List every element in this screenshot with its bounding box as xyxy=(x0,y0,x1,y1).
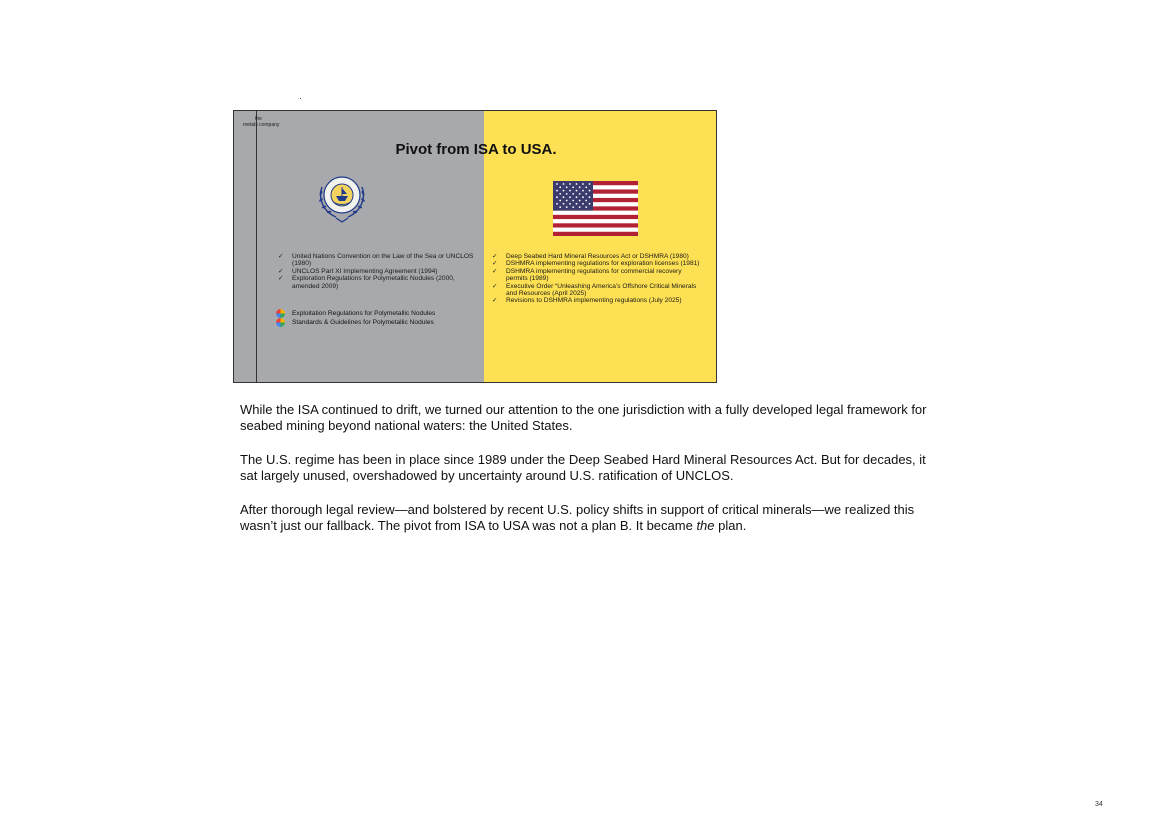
page-number: 34 xyxy=(1095,801,1103,808)
stray-dot xyxy=(300,98,301,99)
slide-image: the metals company Pivot from ISA to USA. ✓ United Nations Convention on the Law of the Sea or UNCLOS (1980) ✓ UNCLOS Part XI Implementing Agreement (1994) ✓ Exploration Regulations for Polymetallic Nodules (2000, amended 2009) Exploitation Regulations for Polymetallic Nodules Standards & Guidelines for Polymetallic Nodules ✓ Deep Seabed Hard Mineral Resources Act or DSHMRA (1980) ✓ DSHMRA implementing regulations for exploration licenses (1981) ✓ DSHMRA implementing regulations for commercial recovery permits (1989) ✓ Executive Order “Unleashing America’s Offshore Critical Minerals and Resources (April 2025) ✓ Revisions to DSHMRA implementing regulations (July 2025) xyxy=(233,110,717,383)
checkmark-icon: ✓ xyxy=(492,297,498,305)
list-item: ✓ United Nations Convention on the Law of the Sea or UNCLOS (1980) xyxy=(278,253,474,268)
color-wheel-icon xyxy=(276,318,285,327)
checkmark-icon: ✓ xyxy=(492,260,498,268)
color-wheel-icon xyxy=(276,309,285,318)
isa-achievements-list xyxy=(278,253,478,290)
list-item: Standards & Guidelines for Polymetallic Nodules xyxy=(276,318,481,327)
isa-pending-list xyxy=(276,309,481,327)
slide-title: Pivot from ISA to USA. xyxy=(395,141,557,158)
checkmark-icon: ✓ xyxy=(492,253,498,260)
body-paragraph: After thorough legal review—and bolstered by recent U.S. policy shifts in support of critical minerals—we realized this wasn’t just our fallback. The pivot from ISA to USA was not a plan B. It became the plan. xyxy=(240,502,915,533)
emphasis: the xyxy=(696,518,715,533)
checkmark-icon: ✓ xyxy=(492,282,498,290)
list-item: ✓ Deep Seabed Hard Mineral Resources Act or DSHMRA (1980) xyxy=(492,253,689,260)
checkmark-icon: ✓ xyxy=(278,275,284,283)
list-item: Exploitation Regulations for Polymetallic Nodules xyxy=(276,309,481,318)
us-flag-icon xyxy=(553,181,638,236)
usa-achievements-list xyxy=(492,253,704,305)
list-item: ✓ Executive Order “Unleashing America’s Offshore Critical Minerals and Resources (April 2025) xyxy=(492,282,697,298)
list-item: ✓ Exploration Regulations for Polymetallic Nodules (2000, amended 2009) xyxy=(278,275,455,290)
checkmark-icon: ✓ xyxy=(492,267,498,275)
list-item: ✓ DSHMRA implementing regulations for commercial recovery permits (1989) xyxy=(492,267,682,283)
body-paragraph: The U.S. regime has been in place since 1989 under the Deep Seabed Hard Mineral Resources Act. But for decades, it sat largely unused, overshadowed by uncertainty around U.S. ratification of UNCLOS. xyxy=(240,452,926,483)
checkmark-icon: ✓ xyxy=(278,267,284,275)
list-item: ✓ Revisions to DSHMRA implementing regulations (July 2025) xyxy=(492,297,682,305)
body-paragraph: While the ISA continued to drift, we turned our attention to the one jurisdiction with a fully developed legal framework for seabed mining beyond national waters: the United States. xyxy=(240,402,927,433)
isa-emblem-icon xyxy=(314,169,370,223)
list-item: ✓ DSHMRA implementing regulations for exploration licenses (1981) xyxy=(492,260,700,268)
checkmark-icon: ✓ xyxy=(278,253,284,260)
list-item: ✓ UNCLOS Part XI Implementing Agreement (1994) xyxy=(278,267,438,275)
